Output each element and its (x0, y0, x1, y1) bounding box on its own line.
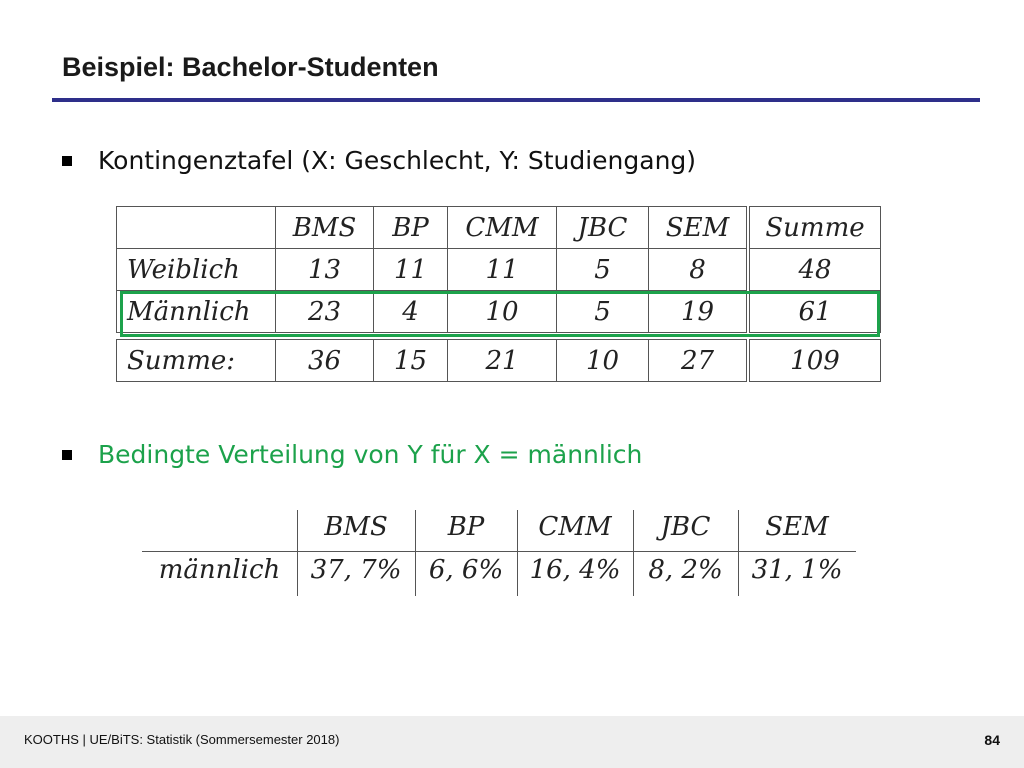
header-cell: CMM (538, 512, 612, 542)
table-total-row (117, 340, 881, 382)
row-label: Männlich (117, 291, 276, 333)
header-corner-cell (117, 207, 276, 249)
page-number: 84 (984, 732, 1000, 748)
table-cell: 13 (276, 249, 374, 291)
title-underline (52, 98, 980, 102)
header-cell: BMS (276, 207, 374, 249)
table-cell: 4 (374, 291, 448, 333)
table-cell: 23 (276, 291, 374, 333)
row-label: männlich (158, 555, 281, 585)
table-cell: 11 (448, 249, 557, 291)
table-cell: 36 (276, 340, 374, 382)
table-cell: 109 (748, 340, 881, 382)
table-cell: 15 (374, 340, 448, 382)
table-cell: 19 (649, 291, 749, 333)
table-cell: 21 (448, 340, 557, 382)
bullet-conditional-text: Bedingte Verteilung von Y für X = männlich (98, 440, 643, 469)
table-cell: 10 (448, 291, 557, 333)
footer-text: KOOTHS | UE/BiTS: Statistik (Sommersemester 2018) (24, 732, 340, 747)
header-cell: BP (374, 207, 448, 249)
table-cell: 16, 4% (529, 555, 621, 585)
square-bullet-icon (62, 450, 72, 460)
header-cell: BP (447, 512, 485, 542)
table-row (117, 249, 881, 291)
table-cell: 10 (557, 340, 649, 382)
header-cell: SEM (649, 207, 749, 249)
table-cell: 37, 7% (310, 555, 402, 585)
table-cell: 11 (374, 249, 448, 291)
table-cell: 31, 1% (751, 555, 843, 585)
male-row-highlight (120, 291, 880, 337)
header-cell: Summe (748, 207, 881, 249)
table-header-row (117, 207, 881, 249)
square-bullet-icon (62, 156, 72, 166)
header-cell: JBC (557, 207, 649, 249)
bullet-contingency-text: Kontingenztafel (X: Geschlecht, Y: Studiengang) (98, 146, 697, 175)
bullet-conditional (62, 440, 642, 469)
table-cell: 6, 6% (428, 555, 504, 585)
header-cell: BMS (324, 512, 388, 542)
table-cell: 48 (748, 249, 881, 291)
slide-title: Beispiel: Bachelor-Studenten (62, 52, 439, 82)
header-cell: CMM (448, 207, 557, 249)
table-cell: 8 (649, 249, 749, 291)
table-cell: 8, 2% (648, 555, 723, 585)
header-cell: JBC (660, 512, 711, 542)
row-label: Summe: (117, 340, 276, 382)
row-label: Weiblich (117, 249, 276, 291)
table-cell: 5 (557, 291, 649, 333)
table-cell: 61 (748, 291, 881, 333)
conditional-distribution-table (142, 510, 856, 596)
bullet-contingency (62, 146, 696, 175)
table-cell: 5 (557, 249, 649, 291)
header-cell: SEM (765, 512, 829, 542)
table-divider (142, 551, 856, 552)
table-cell: 27 (649, 340, 749, 382)
